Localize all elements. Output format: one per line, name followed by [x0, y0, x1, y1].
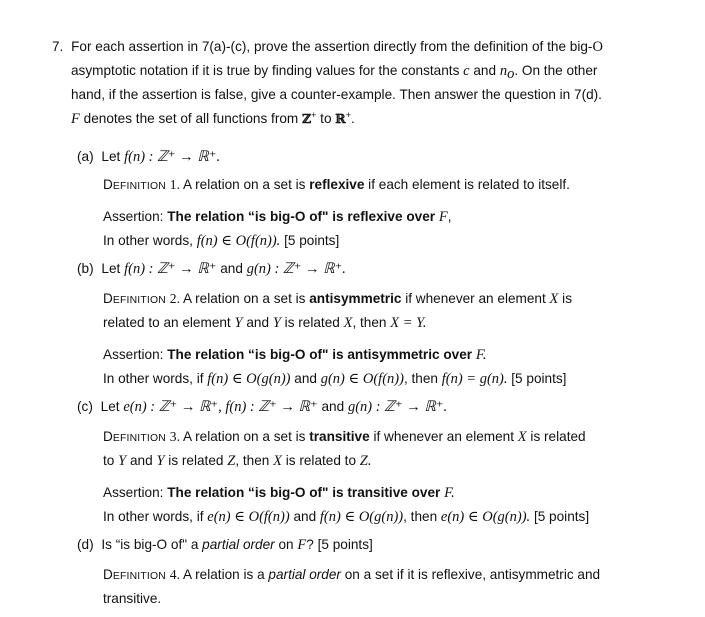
part-c-header: (c) Let e(n) : ℤ⁺ → ℝ⁺, f(n) : ℤ⁺ → ℝ⁺ and g(n) : ℤ⁺ → ℝ⁺.	[77, 399, 448, 415]
assertion-a-restated: In other words, f(n) ∈ O(f(n)). [5 points]	[103, 233, 340, 249]
assertion-b-restated: In other words, if f(n) ∈ O(g(n)) and g(n) ∈ O(f(n)), then f(n) = g(n). [5 points]	[103, 371, 567, 387]
assertion-a: Assertion: The relation “is big-O of" is reflexive over F,	[103, 209, 452, 225]
definition-2: DEFINITION 2. A relation on a set is antisymmetric if whenever an element X is	[103, 291, 572, 307]
problem-number: 7.	[52, 39, 64, 54]
part-b-label: (b)	[77, 261, 94, 276]
definition-1: DEFINITION 1. A relation on a set is reflexive if each element is related to itself.	[103, 177, 570, 192]
definition-3-line-2: to Y and Y is related Z, then X is related to Z.	[103, 453, 372, 469]
problem-intro-line-3: hand, if the assertion is false, give a counter-example. Then answer the question in 7(d).	[71, 87, 602, 102]
problem-intro-line-1: 7. For each assertion in 7(a)-(c), prove the assertion directly from the definition of the big-O	[52, 39, 603, 55]
definition-4-line-2: transitive.	[103, 591, 162, 606]
part-c-label: (c)	[77, 399, 93, 414]
problem-intro-line-2: asymptotic notation if it is true by finding values for the constants c and $n_o$. On the other	[71, 63, 598, 82]
problem-intro-line-4: F denotes the set of all functions from ℤ+ to ℝ+.	[71, 110, 355, 127]
part-a-label: (a)	[77, 149, 94, 164]
part-d-label: (d)	[77, 537, 94, 552]
definition-2-line-2: related to an element Y and Y is related X, then X = Y.	[103, 315, 427, 331]
definition-3: DEFINITION 3. A relation on a set is transitive if whenever an element X is related	[103, 429, 586, 445]
assertion-c: Assertion: The relation “is big-O of" is transitive over F.	[103, 485, 455, 501]
assertion-c-restated: In other words, if e(n) ∈ O(f(n)) and f(n) ∈ O(g(n)), then e(n) ∈ O(g(n)). [5 points]	[103, 509, 590, 525]
part-d-header: (d) Is “is big-O of" a partial order on F? [5 points]	[77, 537, 373, 553]
definition-4: DEFINITION 4. A relation is a partial order on a set if it is reflexive, antisymmetric and	[103, 567, 601, 582]
part-b-header: (b) Let f(n) : ℤ⁺ → ℝ⁺ and g(n) : ℤ⁺ → ℝ⁺.	[77, 261, 346, 277]
assertion-b: Assertion: The relation “is big-O of" is antisymmetric over F.	[103, 347, 487, 363]
part-a-header: (a) Let f(n) : ℤ⁺ → ℝ⁺.	[77, 149, 221, 165]
